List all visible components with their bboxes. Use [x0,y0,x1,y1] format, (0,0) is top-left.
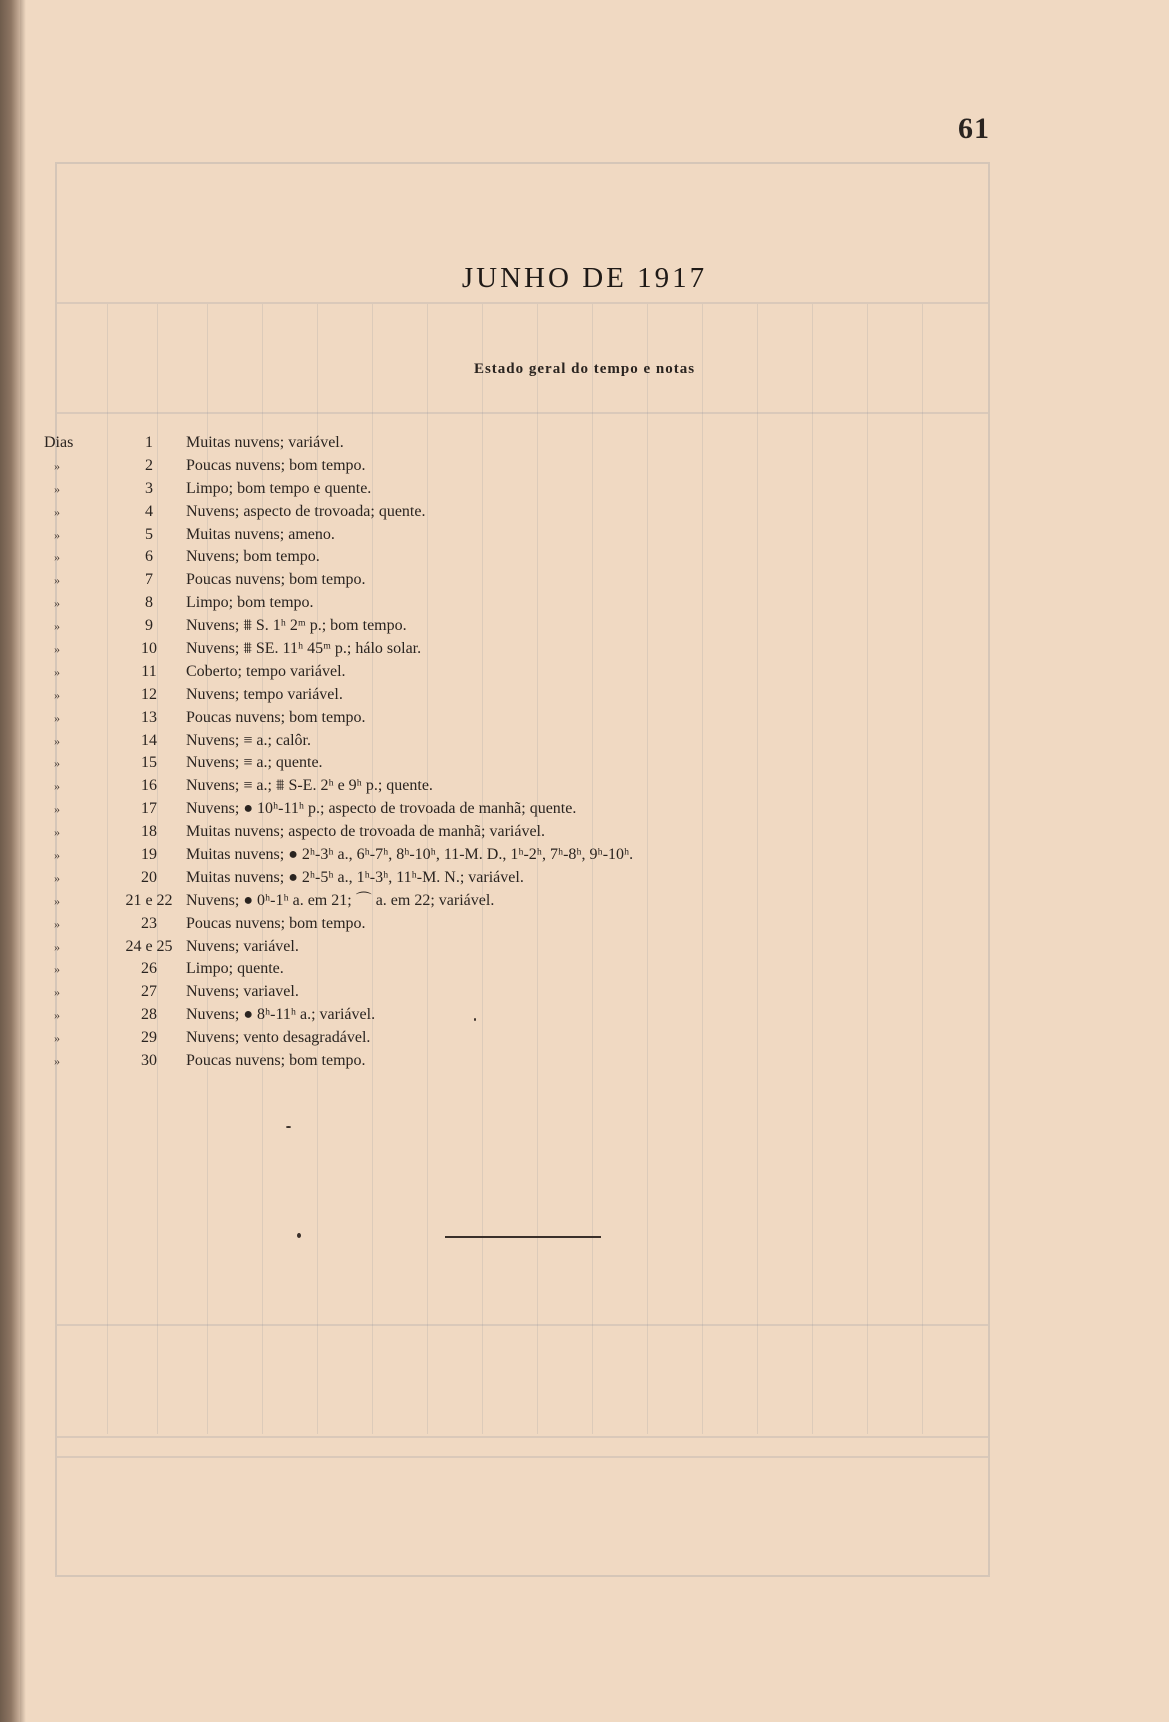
ditto-mark: » [54,550,60,565]
weather-note-cell: Muitas nuvens; aspecto de trovoada de manhã; variável. [186,823,545,841]
day-cell: 8 [145,594,153,612]
day-cell: 7 [145,571,153,589]
weather-note-cell: Nuvens; ≡ a.; quente. [186,754,323,772]
day-cell: 19 [141,846,157,864]
page-number: 61 [958,112,990,145]
weather-note-cell: Nuvens; aspecto de trovoada; quente. [186,502,426,520]
table-row [44,936,944,959]
table-row [44,569,944,592]
day-cell: 23 [141,914,157,932]
day-cell: 29 [141,1029,157,1047]
ditto-mark: » [54,596,60,611]
ditto-mark: » [54,687,60,702]
ditto-mark: » [54,710,60,725]
day-cell: 30 [141,1052,157,1070]
ditto-mark: » [54,848,60,863]
ditto-mark: » [54,458,60,473]
day-cell: 10 [141,640,157,658]
weather-note-cell: Nuvens; bom tempo. [186,548,320,566]
page-subtitle: Estado geral do tempo e notas [473,361,696,377]
table-row [44,844,944,867]
ditto-mark: » [54,962,60,977]
day-cell: 1 [145,434,153,451]
ditto-mark: » [54,642,60,657]
table-row [44,684,944,707]
day-cell: 11 [141,662,157,680]
weather-notes-table [44,432,944,1073]
day-cell: 14 [141,731,157,749]
table-row [44,546,944,569]
weather-note-cell: Nuvens; tempo variável. [186,685,343,703]
table-row [44,890,944,913]
table-row [44,455,944,478]
table-row [44,432,944,455]
ditto-mark: » [54,756,60,771]
table-row [44,592,944,615]
table-row [44,798,944,821]
weather-note-cell: Nuvens; vento desagradável. [186,1029,371,1047]
closing-rule [445,1236,601,1238]
weather-note-cell: Poucas nuvens; bom tempo. [186,1052,366,1070]
ditto-mark: » [54,779,60,794]
book-binding [0,0,20,1722]
table-row [44,867,944,890]
table-row [44,752,944,775]
weather-note-cell: Nuvens; variável. [186,937,299,955]
table-row [44,707,944,730]
day-cell: 6 [145,548,153,566]
ditto-mark: » [54,802,60,817]
day-cell: 5 [145,525,153,543]
weather-note-cell: Limpo; quente. [186,960,284,978]
day-cell: 17 [141,800,157,818]
ditto-mark: » [54,870,60,885]
weather-note-cell: Nuvens; ⩩ S. 1ʰ 2ᵐ p.; bom tempo. [186,617,407,635]
page-edge-shadow [20,0,26,1722]
weather-note-cell: Poucas nuvens; bom tempo. [186,708,366,726]
table-row [44,730,944,753]
weather-note-cell: Muitas nuvens; ● 2ʰ-5ʰ a., 1ʰ-3ʰ, 11ʰ-M. N.; variável. [186,868,524,886]
weather-note-cell: Nuvens; ≡ a.; ⩩ S-E. 2ʰ e 9ʰ p.; quente. [186,777,433,795]
table-row [44,821,944,844]
ditto-mark: » [54,825,60,840]
weather-note-cell: Nuvens; ≡ a.; calôr. [186,731,311,749]
table-row [44,775,944,798]
day-cell: 2 [145,456,153,474]
weather-note-cell: Muitas nuvens; ● 2ʰ-3ʰ a., 6ʰ-7ʰ, 8ʰ-10ʰ, 11-M. D., 1ʰ-2ʰ, 7ʰ-8ʰ, 9ʰ-10ʰ. [186,846,634,864]
day-cell: 9 [145,617,153,635]
days-column-label: Dias [44,434,74,451]
ditto-mark: » [54,573,60,588]
table-row [44,661,944,684]
table-row [44,501,944,524]
weather-note-cell: Poucas nuvens; bom tempo. [186,914,366,932]
ditto-mark: » [54,1008,60,1023]
weather-note-cell: Nuvens; variavel. [186,983,299,1001]
day-cell: 20 [141,868,157,886]
day-cell: 12 [141,685,157,703]
table-row [44,1027,944,1050]
table-row [44,615,944,638]
day-cell: 28 [141,1006,157,1024]
weather-note-cell: Nuvens; ● 0ʰ-1ʰ a. em 21; ⌒ a. em 22; variável. [186,891,495,909]
weather-note-cell: Nuvens; ● 10ʰ-11ʰ p.; aspecto de trovoada de manhã; quente. [186,800,577,818]
ditto-mark: » [54,664,60,679]
table-row [44,1004,944,1027]
weather-note-cell: Muitas nuvens; variável. [186,434,344,451]
weather-note-cell: Poucas nuvens; bom tempo. [186,571,366,589]
day-cell: 3 [145,479,153,497]
table-row [44,478,944,501]
weather-note-cell: Nuvens; ● 8ʰ-11ʰ a.; variável. [186,1006,376,1024]
ditto-mark: » [54,985,60,1000]
day-cell: 24 e 25 [125,937,173,955]
page-title: JUNHO DE 1917 [461,262,708,294]
table-row [44,638,944,661]
ditto-mark: » [54,733,60,748]
weather-note-cell: Nuvens; ⩩ SE. 11ʰ 45ᵐ p.; hálo solar. [186,640,422,658]
day-cell: 18 [141,823,157,841]
day-cell: 4 [145,502,153,520]
ditto-mark: » [54,619,60,634]
weather-note-cell: Poucas nuvens; bom tempo. [186,456,366,474]
ink-speck [286,1126,291,1128]
ditto-mark: » [54,1054,60,1069]
day-cell: 27 [141,983,157,1001]
day-cell: 26 [141,960,157,978]
ditto-mark: » [54,527,60,542]
ditto-mark: » [54,939,60,954]
weather-note-cell: Coberto; tempo variável. [186,662,346,680]
day-cell: 16 [141,777,157,795]
ditto-mark: » [54,504,60,519]
ditto-mark: » [54,893,60,908]
table-row [44,913,944,936]
ditto-mark: » [54,1031,60,1046]
weather-note-cell: Limpo; bom tempo. [186,594,314,612]
table-row [44,1050,944,1073]
day-cell: 13 [141,708,157,726]
weather-note-cell: Limpo; bom tempo e quente. [186,479,372,497]
ink-speck [474,1018,476,1021]
table-row [44,524,944,547]
day-cell: 21 e 22 [125,891,173,909]
ditto-mark: » [54,916,60,931]
ditto-mark: » [54,481,60,496]
ink-speck [297,1233,301,1238]
table-row [44,981,944,1004]
day-cell: 15 [141,754,157,772]
weather-note-cell: Muitas nuvens; ameno. [186,525,335,543]
table-row [44,958,944,981]
